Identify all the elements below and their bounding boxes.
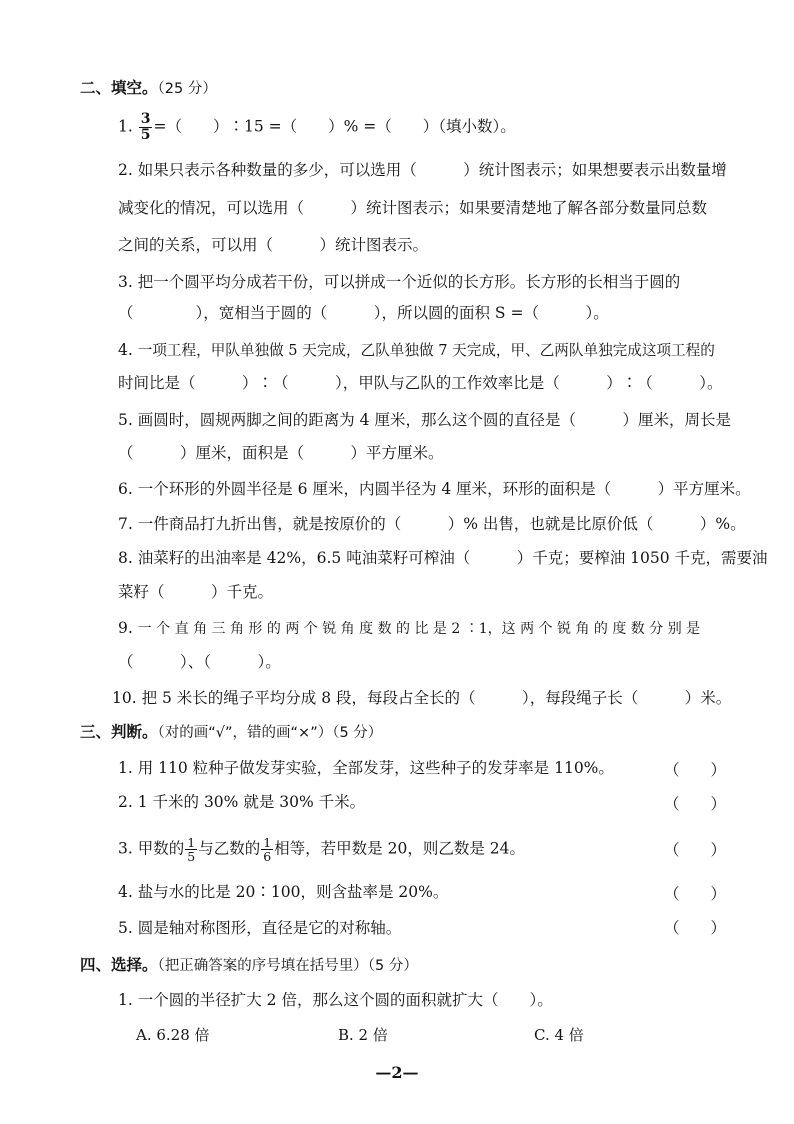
fill-q10 (112, 688, 731, 708)
judge-q5-answer-paren: （ ） (664, 919, 727, 937)
fraction-3-5 (139, 112, 153, 143)
judge-q1-text: 用 110 粒种子做发芽实验，全部发芽，这些种子的发芽率是 110%。 (137, 759, 614, 777)
judge-q2-number: 2. (118, 793, 133, 811)
fill-q1 (118, 112, 516, 143)
fill-q3-number: 3. (118, 273, 133, 291)
fill-q7 (118, 514, 746, 534)
judge-q4-answer-paren: （ ） (664, 885, 727, 903)
fill-q3-line2: （ ），宽相当于圆的（ ），所以圆的面积 S =（ ）。 (118, 304, 609, 322)
judge-q1-number: 1. (118, 759, 133, 777)
fill-q10-text: 把 5 米长的绳子平均分成 8 段，每段占全长的（ ），每段绳子长（ ）米。 (141, 689, 732, 707)
section-choice-header (80, 955, 418, 976)
fill-q6 (118, 479, 751, 499)
section-fill-header (80, 78, 217, 99)
judge-q1-answer-paren: （ ） (664, 761, 727, 779)
choice-option-b: B. 2 倍 (338, 1026, 388, 1044)
section-judge-title: 三、判断。 (80, 723, 158, 741)
fill-q9-line2: （ ）、（ ）。 (118, 653, 281, 671)
section-choice-title: 四、选择。 (80, 956, 158, 974)
section-fill-score: （25 分） (157, 81, 217, 97)
judge-q5 (118, 918, 401, 938)
fill-q2-line3: 之间的关系，可以用（ ）统计图表示。 (118, 236, 429, 254)
fill-q1-text: =（ ）∶15 =（ ）% =（ ）（填小数）。 (153, 117, 516, 136)
judge-q5-text: 圆是轴对称图形，直径是它的对称轴。 (137, 919, 402, 937)
fill-q5-line2: （ ）厘米，面积是（ ）平方厘米。 (118, 444, 444, 462)
fill-q4-line2: 时间比是（ ）∶（ ），甲队与乙队的工作效率比是（ ）∶（ ）。 (118, 374, 723, 392)
choice-q1-text: 一个圆的半径扩大 2 倍，那么这个圆的面积就扩大（ ）。 (137, 991, 553, 1009)
fill-q8-line2: 菜籽（ ）千克。 (118, 583, 274, 601)
fill-q8-text1: 油菜籽的出油率是 42%，6.5 吨油菜籽可榨油（ ）千克；要榨油 1050 千克，需要油 (137, 549, 768, 567)
section-judge-note: （对的画“√”，错的画“×”）（5 分） (157, 725, 383, 741)
section-choice-note: （把正确答案的序号填在括号里）（5 分） (157, 958, 418, 974)
fill-q9-text1: 一 个 直 角 三 角 形 的 两 个 锐 角 度 数 的 比 是 2 ∶1，这 两 个 锐 角 的 度 数 分 别 是 (137, 621, 701, 637)
fill-q2-line1 (118, 160, 727, 180)
judge-q2-answer-paren: （ ） (664, 795, 727, 813)
fraction-1-6 (261, 836, 273, 863)
fill-q2-number: 2. (118, 161, 133, 179)
judge-q4-text: 盐与水的比是 20∶100，则含盐率是 20%。 (137, 883, 449, 901)
choice-option-c: C. 4 倍 (534, 1026, 584, 1044)
fill-q10-number: 10. (112, 689, 137, 707)
frac-numerator: 1 (263, 835, 272, 850)
fill-q7-text: 一件商品打九折出售，就是按原价的（ ）% 出售，也就是比原价低（ ）%。 (137, 515, 746, 533)
fill-q3-text1: 把一个圆平均分成若干份，可以拼成一个近似的长方形。长方形的长相当于圆的 (137, 273, 681, 291)
frac-denominator: 5 (140, 127, 151, 143)
frac-denominator: 5 (187, 849, 196, 864)
choice-q1 (118, 990, 553, 1010)
frac-denominator: 6 (263, 849, 272, 864)
fill-q6-number: 6. (118, 480, 133, 498)
judge-q3 (118, 836, 525, 863)
fill-q8-line1 (118, 548, 768, 568)
section-judge-header (80, 722, 382, 743)
fill-q9-number: 9. (118, 619, 133, 637)
fill-q5-number: 5. (118, 411, 133, 429)
judge-q3-text-mid: 与乙数的 (198, 839, 261, 858)
judge-q3-number: 3. (118, 839, 133, 858)
fill-q3-line1 (118, 272, 680, 292)
judge-q4-number: 4. (118, 883, 133, 901)
fill-q2-text1: 如果只表示各种数量的多少，可以选用（ ）统计图表示；如果想要表示出数量增 (137, 161, 727, 179)
section-fill-title: 二、填空。 (80, 79, 158, 97)
fill-q8-number: 8. (118, 549, 133, 567)
judge-q3-answer-paren: （ ） (664, 841, 727, 859)
fill-q5-text1: 画圆时，圆规两脚之间的距离为 4 厘米，那么这个圆的直径是（ ）厘米，周长是 (137, 411, 731, 429)
judge-q3-text-pre: 甲数的 (137, 839, 185, 858)
judge-q4 (118, 882, 448, 902)
fill-q6-text: 一个环形的外圆半径是 6 厘米，内圆半径为 4 厘米，环形的面积是（ ）平方厘米。 (137, 480, 751, 498)
fill-q4-line1 (118, 340, 715, 361)
fill-q4-text1: 一项工程，甲队单独做 5 天完成，乙队单独做 7 天完成，甲、乙两队单独完成这项工程的 (137, 342, 715, 359)
frac-numerator: 1 (187, 835, 196, 850)
fill-q1-number: 1. (118, 117, 133, 136)
page-number: —2— (375, 1063, 419, 1082)
judge-q2 (118, 792, 365, 812)
judge-q1 (118, 758, 614, 778)
fraction-1-5 (185, 836, 197, 863)
frac-numerator: 3 (140, 111, 151, 127)
judge-q3-text-post: 相等，若甲数是 20，则乙数是 24。 (274, 839, 525, 858)
fill-q7-number: 7. (118, 515, 133, 533)
choice-q1-number: 1. (118, 991, 133, 1009)
judge-q2-text: 1 千米的 30% 就是 30% 千米。 (137, 793, 366, 811)
choice-option-a: A. 6.28 倍 (136, 1026, 210, 1044)
fill-q9-line1 (118, 618, 700, 639)
fill-q5-line1 (118, 410, 731, 430)
fill-q4-number: 4. (118, 341, 133, 359)
fill-q2-line2: 减变化的情况，可以选用（ ）统计图表示；如果要清楚地了解各部分数量同总数 (118, 199, 708, 217)
judge-q5-number: 5. (118, 919, 133, 937)
